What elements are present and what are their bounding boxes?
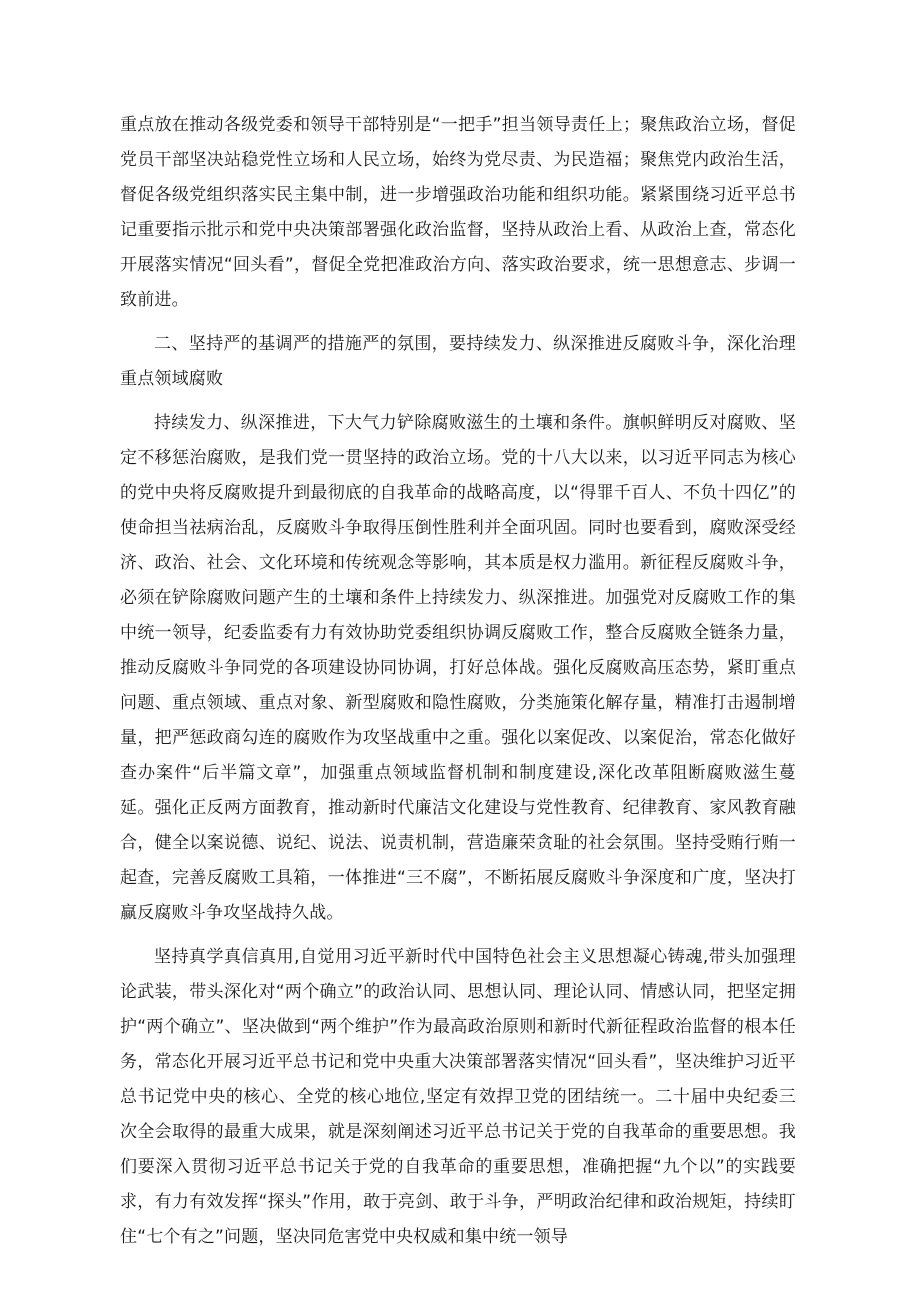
paragraph-theory-study: 坚持真学真信真用,自觉用习近平新时代中国特色社会主义思想凝心铸魂,带头加强理论武装，带头深化对“两个确立”的政治认同、思想认同、理论认同、情感认同，把坚定拥护“两个确立”、坚决做到“两个维护”作为最高政治原则和新时代新征程政治监督的根本任务，常态化开展习近平总书记和党中央重大决策部署落实情况“回头看”，坚决维护习近平总书记党中央的核心、全党的核心地位,坚定有效捍卫党的团结统一。二十届中央纪委三次全会取得的最重大成果，就是深刻阐述习近平总书记关于党的自我革命的重要思想。我们要深入贯彻习近平总书记关于党的自我革命的重要思想，准确把握“九个以”的实践要求，有力有效发挥“探头”作用，敢于亮剑、敢于斗争，严明政治纪律和政治规矩，持续盯住“七个有之”问题，坚决同危害党中央权威和集中统一领导 bbox=[120, 947, 796, 1247]
document-body bbox=[120, 108, 796, 1255]
paragraph-continued: 重点放在推动各级党委和领导干部特别是“一把手”担当领导责任上；聚焦政治立场，督促党员干部坚决站稳党性立场和人民立场，始终为党尽责、为民造福；聚焦党内政治生活，督促各级党组织落实民主集中制，进一步增强政治功能和组织功能。紧紧围绕习近平总书记重要指示批示和党中央决策部署强化政治监督，坚持从政治上看、从政治上查，常态化开展落实情况“回头看”，督促全党把准政治方向、落实政治要求，统一思想意志、步调一致前进。 bbox=[120, 115, 796, 310]
section-heading: 二、坚持严的基调严的措施严的氛围，要持续发力、纵深推进反腐败斗争，深化治理重点领域腐败 bbox=[120, 334, 796, 389]
paragraph-anti-corruption: 持续发力、纵深推进，下大气力铲除腐败滋生的土壤和条件。旗帜鲜明反对腐败、坚定不移惩治腐败，是我们党一贯坚持的政治立场。党的十八大以来，以习近平同志为核心的党中央将反腐败提升到最彻底的自我革命的战略高度，以“得罪千百人、不负十四亿”的使命担当祛病治乱，反腐败斗争取得压倒性胜利并全面巩固。同时也要看到，腐败深受经济、政治、社会、文化环境和传统观念等影响，其本质是权力滥用。新征程反腐败斗争，必须在铲除腐败问题产生的土壤和条件上持续发力、纵深推进。加强党对反腐败工作的集中统一领导，纪委监委有力有效协助党委组织协调反腐败工作，整合反腐败全链条力量，推动反腐败斗争同党的各项建设协同协调，打好总体战。强化反腐败高压态势，紧盯重点问题、重点领域、重点对象、新型腐败和隐性腐败，分类施策化解存量，精准打击遏制增量，把严惩政商勾连的腐败作为攻坚战重中之重。强化以案促改、以案促治，常态化做好查办案件“后半篇文章”，加强重点领域监督机制和制度建设,深化改革阻断腐败滋生蔓延。强化正反两方面教育，推动新时代廉洁文化建设与党性教育、纪律教育、家风教育融合，健全以案说德、说纪、说法、说责机制，营造廉荣贪耻的社会氛围。坚持受贿行贿一起查，完善反腐败工具箱，一体推进“三不腐”，不断拓展反腐败斗争深度和广度，坚决打赢反腐败斗争攻坚战持久战。 bbox=[120, 413, 796, 923]
